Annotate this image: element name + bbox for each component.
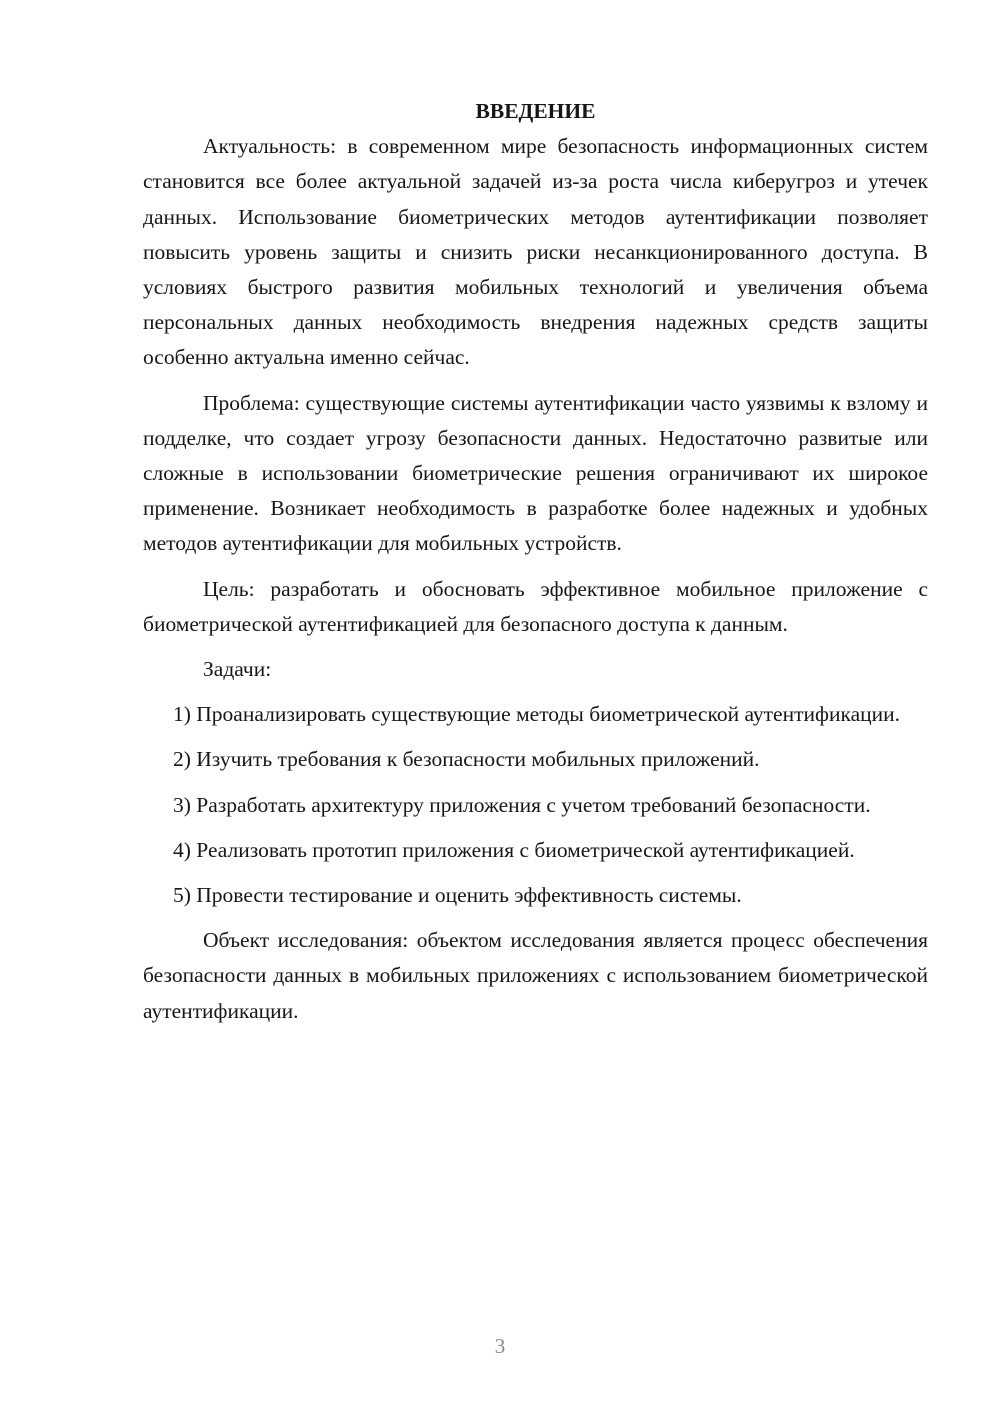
tasks-heading: Задачи: (203, 657, 272, 682)
task-item-5: 5) Провести тестирование и оценить эффективность системы. (173, 883, 742, 908)
task-item-1: 1) Проанализировать существующие методы биометрической аутентификации. (173, 702, 901, 727)
task-item-4: 4) Реализовать прототип приложения с биометрической аутентификацией. (173, 837, 855, 862)
problem-paragraph: Проблема: существующие системы аутентификации часто уязвимы к взлому и подделке, что создает угрозу безопасности данных. Недостаточно развитые или сложные в использовании биометрические решения ограничивают их широкое применение. Возникает необходимость в разработке более надежных и удобных методов аутентификации для мобильных устройств. (143, 390, 928, 556)
page-number: 3 (494, 1334, 506, 1358)
page-content (143, 94, 928, 1029)
relevance-paragraph: Актуальность: в современном мире безопасность информационных систем становится все более актуальной задачей из-за роста числа киберугроз и утечек данных. Использование биометрических методов аутентификации позволяет повысить уровень защиты и снизить риски несанкционированного доступа. В условиях быстрого развития мобильных технологий и увеличения объема персональных данных необходимость внедрения надежных средств защиты особенно актуальна именно сейчас. (143, 134, 928, 370)
research-object-paragraph: Объект исследования: объектом исследования является процесс обеспечения безопасности данных в мобильных приложениях с использованием биометрической аутентификации. (143, 928, 928, 1023)
section-heading: ВВЕДЕНИЕ (475, 99, 596, 123)
task-item-2: 2) Изучить требования к безопасности мобильных приложений. (173, 747, 760, 772)
task-item-3: 3) Разработать архитектуру приложения с учетом требований безопасности. (173, 792, 871, 817)
goal-paragraph: Цель: разработать и обосновать эффективное мобильное приложение с биометрической аутентификацией для безопасного доступа к данным. (143, 576, 928, 636)
